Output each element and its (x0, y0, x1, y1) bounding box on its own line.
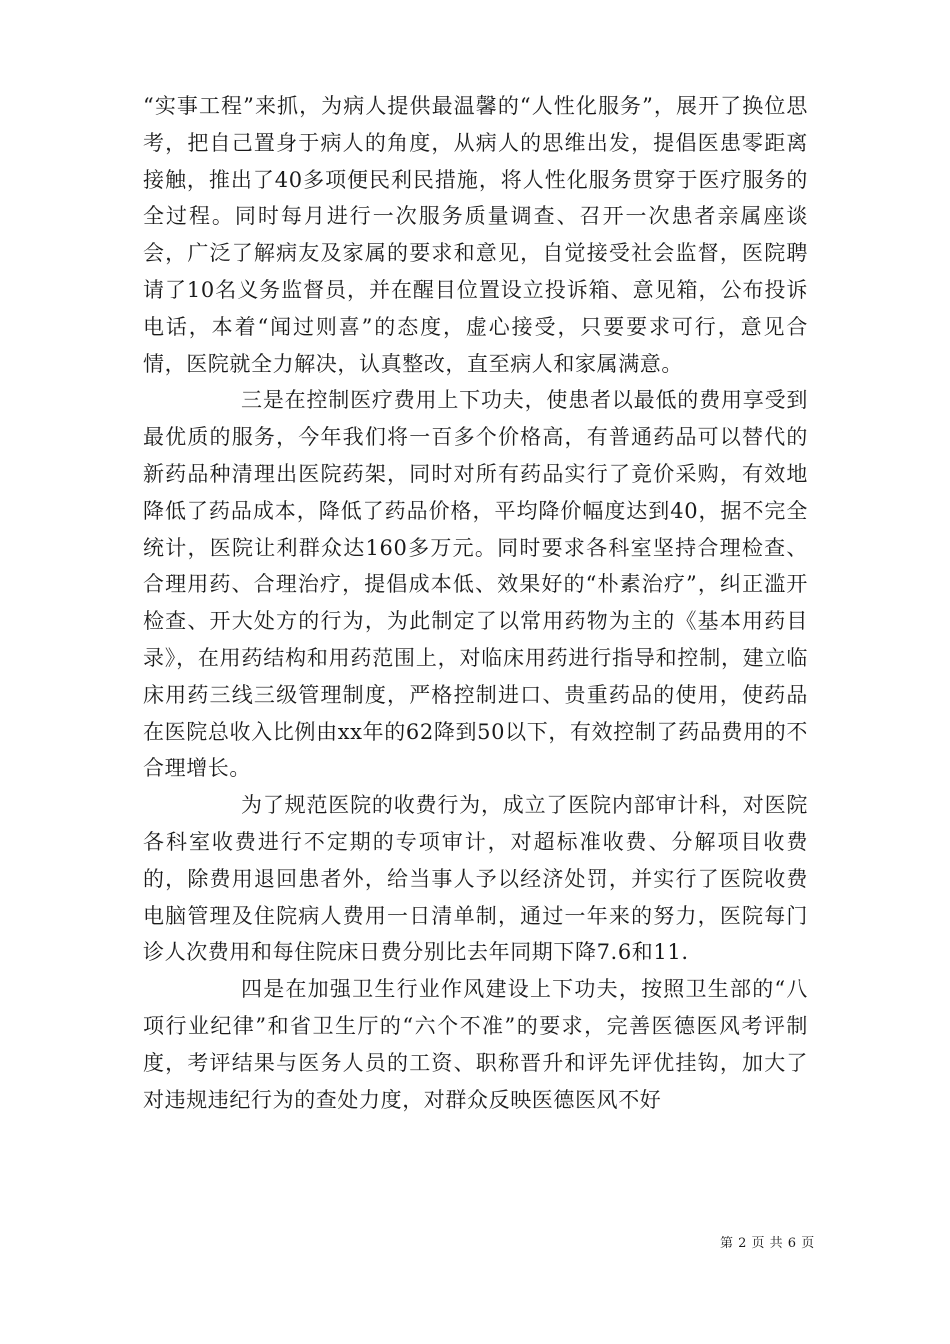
paragraph-cost-control: 三是在控制医疗费用上下功夫，使患者以最低的费用享受到最优质的服务，今年我们将一百多个价格高，有普通药品可以替代的新药品种清理出医院药架，同时对所有药品实行了竟价采购，有效地降低了药品成本，降低了药品价格，平均降价幅度达到40，据不完全统计，医院让利群众达160多万元。同时要求各科室坚持合理检查、合理用药、合理治疗，提倡成本低、效果好的“朴素治疗”，纠正滥开检查、开大处方的行为，为此制定了以常用药物为主的《基本用药目录》，在用药结构和用药范围上，对临床用药进行指导和控制，建立临床用药三线三级管理制度，严格控制进口、贵重药品的使用，使药品在医院总收入比例由xx年的62降到50以下，有效控制了药品费用的不合理增长。 (143, 388, 808, 781)
paragraph-conduct: 四是在加强卫生行业作风建设上下功夫，按照卫生部的“八项行业纪律”和省卫生厅的“六个不准”的要求，完善医德医风考评制度，考评结果与医务人员的工资、职称晋升和评先评优挂钩，加大了对违规违纪行为的查处力度，对群众反映医德医风不好 (143, 977, 808, 1112)
paragraph-billing-audit: 为了规范医院的收费行为，成立了医院内部审计科，对医院各科室收费进行不定期的专项审计，对超标准收费、分解项目收费的，除费用退回患者外，给当事人予以经济处罚，并实行了医院收费电脑管理及住院病人费用一日清单制，通过一年来的努力，医院每门诊人次费用和每住院床日费分别比去年同期下降7.6和11. (143, 793, 808, 965)
document-body (143, 88, 808, 1118)
page-number: 第 2 页 共 6 页 (720, 1236, 815, 1251)
paragraph-service: “实事工程”来抓，为病人提供最温馨的“人性化服务”，展开了换位思考，把自己置身于病人的角度，从病人的思维出发，提倡医患零距离接触，推出了40多项便民利民措施，将人性化服务贯穿于医疗服务的全过程。同时每月进行一次服务质量调查、召开一次患者亲属座谈会，广泛了解病友及家属的要求和意见，自觉接受社会监督，医院聘请了10名义务监督员，并在醒目位置设立投诉箱、意见箱，公布投诉电话，本着“闻过则喜”的态度，虚心接受，只要要求可行，意见合情，医院就全力解决，认真整改，直至病人和家属满意。 (143, 94, 808, 376)
